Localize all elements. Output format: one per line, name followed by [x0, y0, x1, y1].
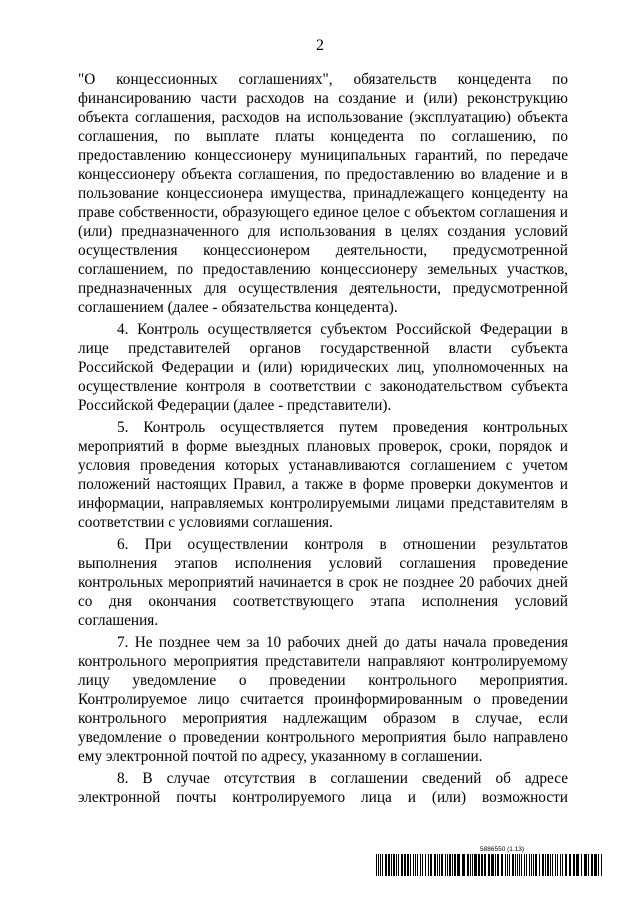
barcode-bar: [417, 854, 418, 876]
barcode-bar: [509, 854, 510, 876]
barcode-graphic: [376, 854, 602, 876]
barcode-bar: [380, 854, 381, 876]
barcode-bar: [601, 854, 602, 876]
barcode-bar: [542, 854, 544, 876]
barcode-bar: [454, 854, 456, 876]
barcode-bar: [555, 854, 556, 876]
barcode-bar: [588, 854, 589, 876]
paragraph-item-8: 8. В случае отсутствия в соглашении сведений об адресе электронной почты контролируемого лица и (или) возможности: [78, 770, 568, 806]
barcode-bar: [560, 854, 561, 876]
barcode-bar: [515, 854, 516, 876]
barcode-bar: [481, 854, 483, 876]
barcode-bar: [452, 854, 453, 876]
barcode-bar: [472, 854, 473, 876]
barcode-bar: [591, 854, 593, 876]
barcode-bar: [378, 854, 379, 876]
barcode-bar: [437, 854, 438, 876]
barcode-bar: [449, 854, 451, 876]
page-number: 2: [316, 37, 324, 54]
barcode-bar: [521, 854, 522, 876]
barcode-bar: [391, 854, 392, 876]
paragraph-item-5: 5. Контроль осуществляется путем проведения контрольных мероприятий в форме выездных плановых проверок, сроки, порядок и условия проведения которых устанавливаются соглашением с учетом положений настоящих Правил, а также в форме проверки документов и информации, направляемых контролируемыми лицами представителям в соответствии с условиями соглашения.: [78, 419, 568, 531]
paragraph-item-6: 6. При осуществлении контроля в отношении результатов выполнения этапов исполнения условий соглашения проведение контрольных мероприятий начинается в срок не позднее 20 рабочих дней со дня окончания соответствующего этапа исполнения условий соглашения.: [78, 536, 568, 629]
barcode-bar: [550, 854, 551, 876]
barcode-bar: [425, 854, 426, 876]
paragraph-item-4: 4. Контроль осуществляется субъектом Российской Федерации в лице представителей органов государственной власти субъекта Российской Федерации и (или) юридических лиц, уполномоченных на осуществление контроля в соответствии с законодательством субъекта Российской Федерации (далее - представители).: [78, 321, 568, 414]
barcode-bar: [529, 854, 530, 876]
barcode-bar: [393, 854, 395, 876]
barcode-bar: [495, 854, 496, 876]
barcode-bar: [505, 854, 506, 876]
barcode-bar: [396, 854, 397, 876]
paragraph-continuation: "О концессионных соглашениях", обязательств концедента по финансированию части расходов на создание и (или) реконструкцию объекта соглашения, расходов на использование (эксплуатацию) объекта соглашения, по выплате платы концедента по соглашению, по предоставлению концессионеру муниципальных гарантий, по передаче концессионеру объекта соглашения, по предоставлению во владение и в пользование концессионера имущества, принадлежащего концеденту на праве собственности, образующего единое целое с объектом соглашения и (или) предназначенного для использования в целях создания условий осуществления концессионером деятельности, предусмотренной соглашением, по предоставлению концессионеру земельных участков, предназначенных для осуществления деятельности, предусмотренной соглашением (далее - обязательства концедента).: [78, 71, 568, 316]
barcode-bar: [507, 854, 508, 876]
barcode-bar: [447, 854, 448, 876]
barcode-bar: [385, 854, 387, 876]
barcode-bar: [524, 854, 525, 876]
barcode-bar: [404, 854, 406, 876]
barcode-bar: [382, 854, 383, 876]
barcode-bar: [539, 854, 540, 876]
barcode-bar: [519, 854, 520, 876]
barcode-bar: [576, 854, 579, 876]
barcode-bar: [430, 854, 432, 876]
barcode-bar: [401, 854, 403, 876]
barcode-bar: [434, 854, 436, 876]
barcode-bar: [531, 854, 532, 876]
barcode-bar: [484, 854, 486, 876]
barcode-bar: [467, 854, 469, 876]
paragraph-item-7: 7. Не позднее чем за 10 рабочих дней до даты начала проведения контрольного мероприятия представители направляют контролируемому лицу уведомление о проведении контрольного мероприятия. Контролируемое лицо считается проинформированным о проведении контрольного мероприятия надлежащим образом в случае, если уведомление о проведении контрольного мероприятия было направлено ему электронной почтой по адресу, указанному в соглашении.: [78, 634, 568, 765]
barcode-bar: [569, 854, 571, 876]
barcode-bar: [562, 854, 563, 876]
barcode-bar: [470, 854, 471, 876]
barcode-bar: [535, 854, 537, 876]
barcode-bar: [439, 854, 440, 876]
barcode-bar: [598, 854, 599, 876]
barcode-bar: [445, 854, 446, 876]
barcode-bar: [428, 854, 429, 876]
barcode-bar: [376, 854, 377, 876]
document-body: [78, 70, 568, 807]
barcode-bar: [441, 854, 443, 876]
barcode-bar: [478, 854, 480, 876]
barcode-bar: [594, 854, 597, 876]
barcode-bar: [565, 854, 567, 876]
barcode-bar: [557, 854, 558, 876]
barcode-bar: [526, 854, 527, 876]
barcode-bar: [457, 854, 460, 876]
barcode-bar: [545, 854, 546, 876]
barcode-bar: [422, 854, 423, 876]
barcode-bar: [407, 854, 409, 876]
barcode-bar: [474, 854, 477, 876]
barcode-bar: [547, 854, 549, 876]
barcode-bar: [398, 854, 399, 876]
barcode-bar: [533, 854, 534, 876]
barcode-bar: [462, 854, 465, 876]
barcode-bar: [415, 854, 416, 876]
barcode-bar: [552, 854, 553, 876]
barcode-bar: [517, 854, 518, 876]
barcode-bar: [413, 854, 414, 876]
barcode-bar: [491, 854, 494, 876]
barcode-bar: [581, 854, 582, 876]
barcode-label: 5886550 (1.13): [480, 846, 525, 853]
barcode-bar: [388, 854, 390, 876]
barcode-bar: [488, 854, 490, 876]
barcode-bar: [497, 854, 499, 876]
barcode-bar: [410, 854, 411, 876]
barcode-bar: [420, 854, 421, 876]
barcode-bar: [512, 854, 514, 876]
barcode-bar: [573, 854, 575, 876]
barcode-bar: [501, 854, 503, 876]
barcode-bar: [584, 854, 587, 876]
